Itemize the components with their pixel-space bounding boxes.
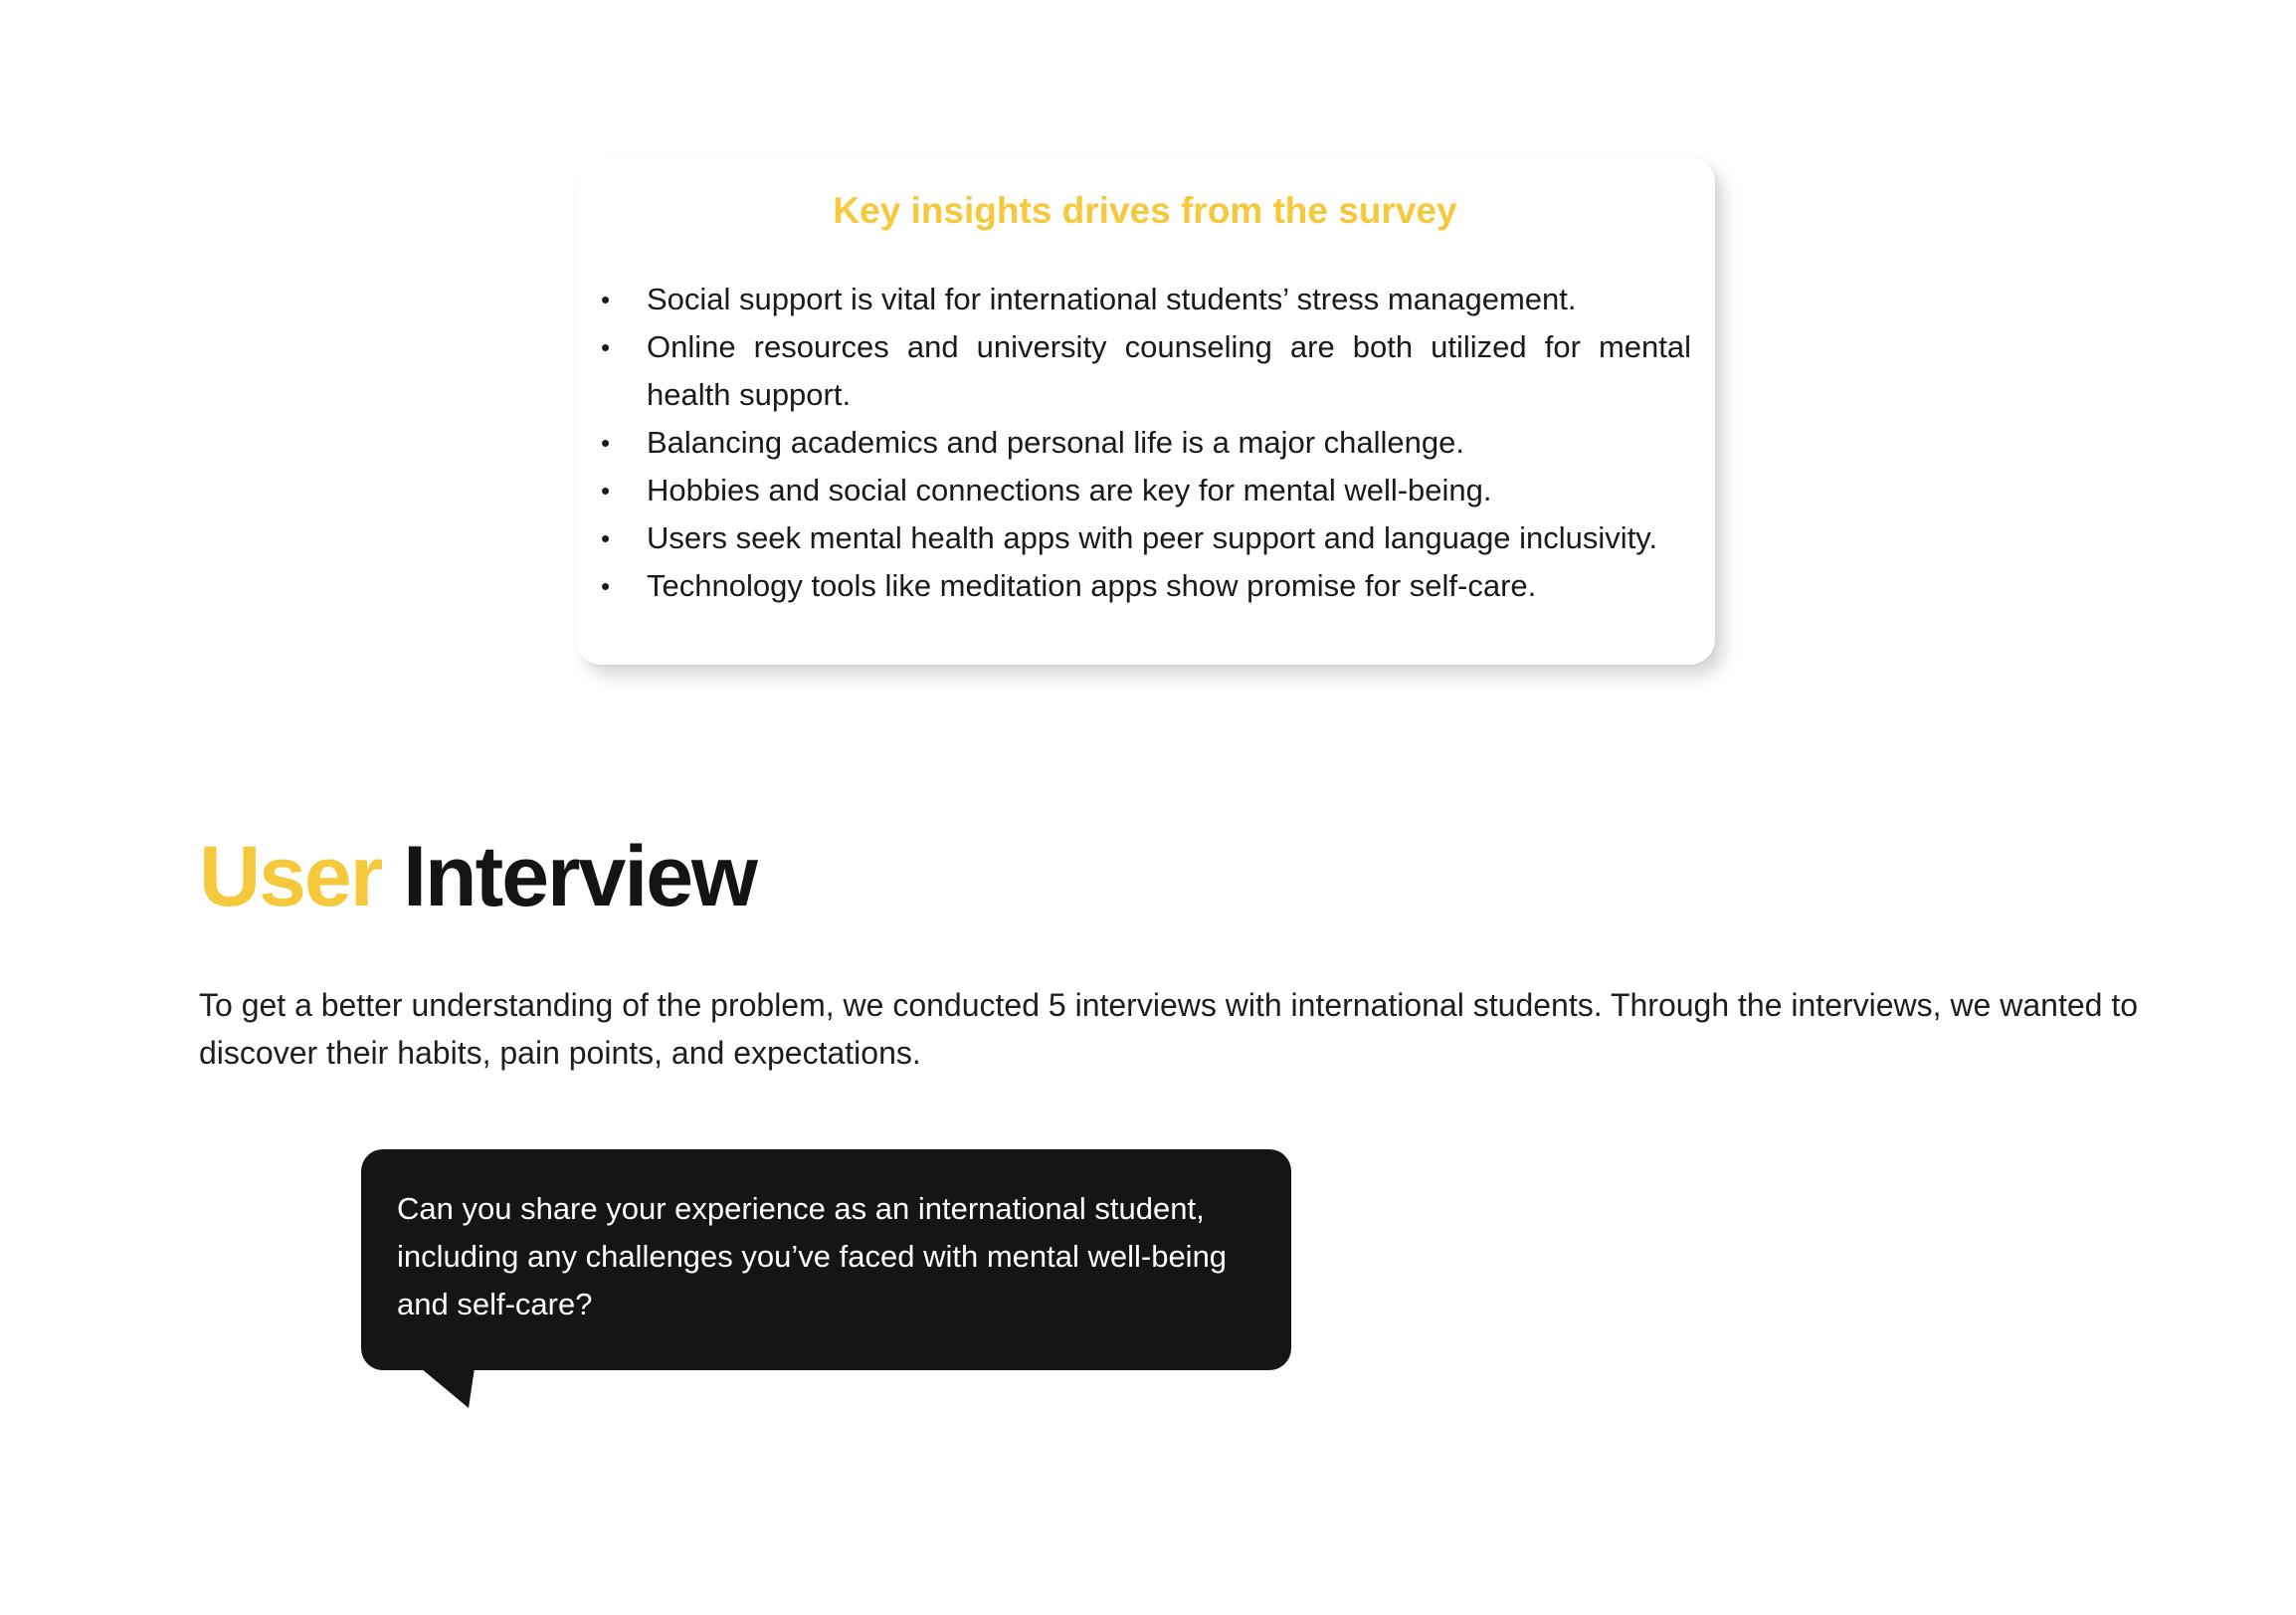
insight-text: Users seek mental health apps with peer support and language inclusivity. — [647, 520, 1658, 555]
bullet-icon: • — [601, 523, 611, 553]
heading-main-word: Interview — [403, 829, 756, 924]
insights-title: Key insights drives from the survey — [833, 190, 1457, 231]
bullet-icon: • — [601, 285, 611, 314]
heading-accent-word: User — [199, 829, 382, 924]
list-item — [599, 323, 1691, 419]
intro-paragraph: To get a better understanding of the problem, we conducted 5 interviews with international students. Through the interviews, we wanted to discover their habits, pain points, and expectations. — [199, 987, 2138, 1071]
bullet-icon: • — [601, 428, 611, 458]
insights-card — [575, 156, 1715, 665]
insight-text: Technology tools like meditation apps show promise for self-care. — [647, 568, 1537, 603]
insight-text: Balancing academics and personal life is a major challenge. — [647, 425, 1464, 460]
section-heading — [199, 822, 756, 931]
list-item — [599, 419, 1691, 467]
bullet-icon: • — [601, 476, 611, 505]
insights-list — [599, 276, 1691, 610]
list-item — [599, 562, 1691, 610]
insight-text: Online resources and university counseling are both utilized for mental health support. — [647, 329, 1691, 412]
list-item — [599, 514, 1691, 562]
bullet-icon: • — [601, 571, 611, 601]
bullet-icon: • — [601, 332, 611, 362]
speech-bubble — [361, 1149, 1291, 1370]
list-item — [599, 276, 1691, 323]
insight-text: Social support is vital for international students’ stress management. — [647, 282, 1577, 316]
bubble-question: Can you share your experience as an international student, including any challenges you’ve faced with mental well-being and self-care? — [397, 1191, 1228, 1321]
insight-text: Hobbies and social connections are key for mental well-being. — [647, 473, 1492, 507]
list-item — [599, 467, 1691, 514]
